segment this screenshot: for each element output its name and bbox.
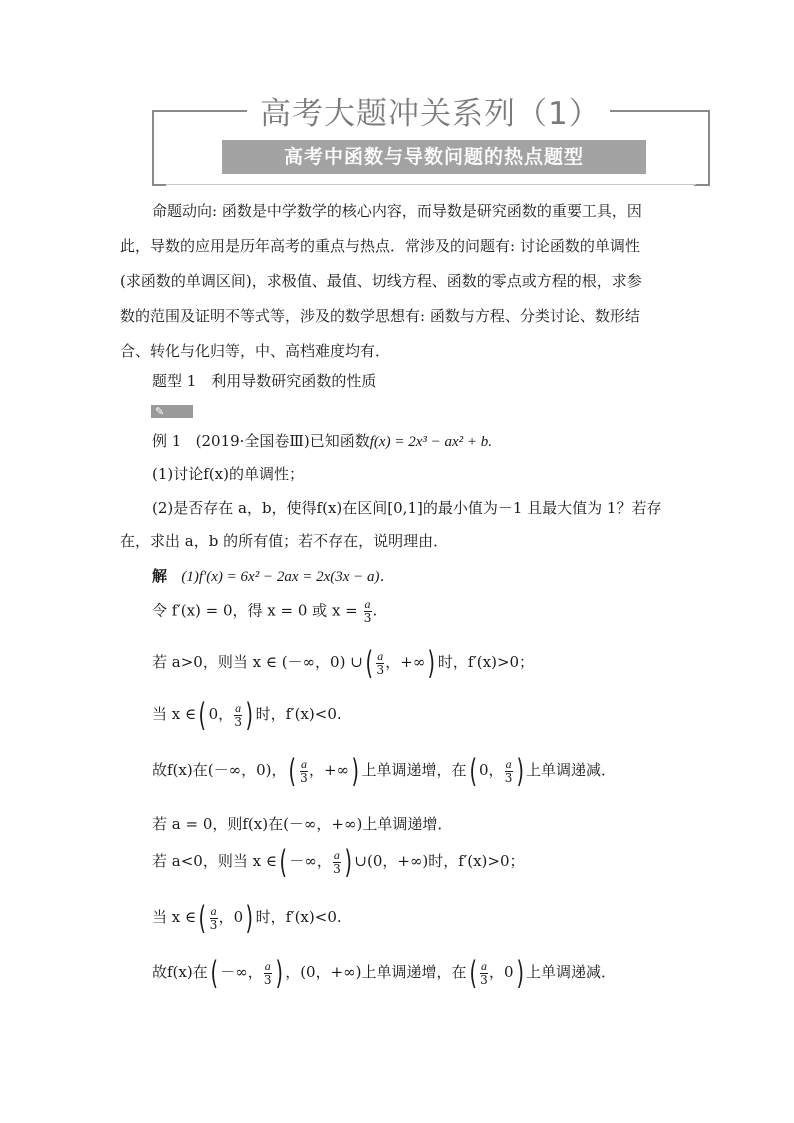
question-2b: 在，求出 a，b 的所有值；若不存在，说明理由．	[120, 532, 449, 550]
question-2a: (2)是否存在 a，b，使得f(x)在区间[0,1]的最小值为－1 且最大值为 1？若存	[152, 499, 662, 517]
solution-line-3: 若 a>0，则当 x ∈ (－∞，0) ∪( $\frac{a}{3}$ ，+∞) 时，f′(x)>0；	[152, 644, 535, 682]
section-heading: 题型 1 利用导数研究函数的性质	[152, 372, 377, 390]
solution-line-5: 故f(x)在(－∞，0)，( $\frac{a}{3}$ ，+∞) 上单调递增，在( 0， $\frac{a}{3}$ ) 上单调递减．	[152, 752, 617, 790]
fraction-a-over-3: $\frac{a}{3}$	[363, 597, 372, 625]
solution-line-8: 当 x ∈( $\frac{a}{3}$ ，0) 时，f′(x)<0.	[152, 899, 342, 937]
solution-line-6: 若 a = 0，则f(x)在(－∞，+∞)上单调递增．	[152, 815, 453, 833]
solution-line-1	[152, 565, 395, 586]
solution-line-9: 故f(x)在( －∞， $\frac{a}{3}$ ) ，(0，+∞)上单调递增，在( $\frac{a}{3}$ ，0) 上单调递减．	[152, 954, 617, 992]
solution-line-7: 若 a<0，则当 x ∈( －∞， $\frac{a}{3}$ ) ∪(0，+∞)时，f′(x)>0；	[152, 843, 525, 881]
solution-line-4: 当 x ∈( 0， $\frac{a}{3}$ ) 时，f′(x)<0.	[152, 696, 342, 734]
series-title: 高考大题冲关系列（1）	[260, 96, 601, 132]
header-frame-bottom-line	[166, 184, 696, 185]
example-function: f(x) = 2x³ − ax² + b.	[369, 434, 492, 450]
intro-line-5: 合、转化与化归等，中、高档难度均有．	[120, 342, 391, 360]
pencil-icon: ✎	[155, 405, 165, 418]
intro-line-1: 命题动向: 函数是中学数学的核心内容，而导数是研究函数的重要工具，因	[152, 202, 642, 220]
solution-line-2: 令 f′(x) = 0，得 x = 0 或 x = $\frac{a}{3}$ .	[152, 597, 378, 625]
solution-label: 解	[152, 567, 168, 585]
example-source: (2019·全国卷Ⅲ)已知函数	[195, 432, 370, 450]
example-label: 例 1	[152, 432, 182, 450]
intro-line-3: (求函数的单调区间)，求极值、最值、切线方程、函数的零点或方程的根，求参	[120, 272, 642, 290]
question-1: (1)讨论f(x)的单调性；	[152, 465, 304, 483]
header-frame-right-bottom	[694, 184, 710, 186]
intro-line-4: 数的范围及证明不等式等，涉及的数学思想有: 函数与方程、分类讨论、数形结	[120, 307, 640, 325]
derivative: (1)f′(x) = 6x² − 2ax = 2x(3x − a)．	[181, 569, 395, 585]
header-frame-right-side	[708, 110, 710, 186]
header-frame-right-top	[610, 110, 710, 112]
subtitle-banner: 高考中函数与导数问题的热点题型	[222, 140, 646, 174]
header-frame-left-side	[152, 110, 154, 186]
header-frame-left-top	[152, 110, 247, 112]
intro-line-2: 此，导数的应用是历年高考的重点与热点．常涉及的问题有: 讨论函数的单调性	[120, 237, 640, 255]
header-frame-left-bottom	[152, 184, 166, 186]
example-line	[152, 430, 492, 451]
